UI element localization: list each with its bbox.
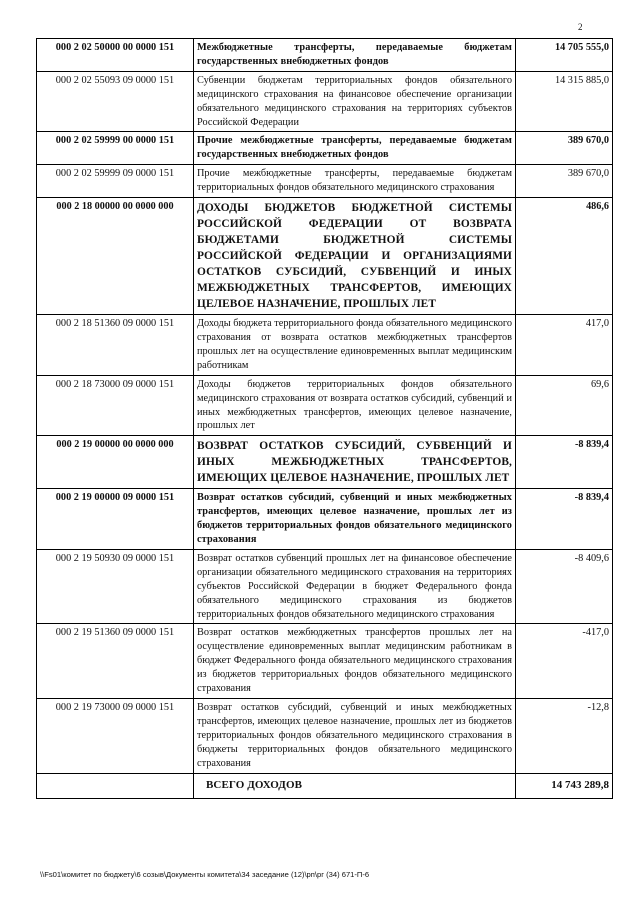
revenue-name: ВОЗВРАТ ОСТАТКОВ СУБСИДИЙ, СУБВЕНЦИЙ И ИНЫХ МЕЖБЮДЖЕТНЫХ ТРАНСФЕРТОВ, ИМЕЮЩИХ ЦЕЛЕВОЕ НАЗНАЧЕНИЕ, ПРОШЛЫХ ЛЕТ (194, 436, 516, 489)
total-label: ВСЕГО ДОХОДОВ (194, 773, 516, 798)
revenue-amount: -417,0 (516, 624, 613, 699)
table-row (37, 549, 613, 624)
revenue-amount: -8 839,4 (516, 489, 613, 550)
revenue-amount: -8 839,4 (516, 436, 613, 489)
total-row (37, 773, 613, 798)
revenue-amount: 417,0 (516, 315, 613, 376)
table-row (37, 436, 613, 489)
budget-code: 000 2 19 50930 09 0000 151 (37, 549, 194, 624)
revenue-name: ДОХОДЫ БЮДЖЕТОВ БЮДЖЕТНОЙ СИСТЕМЫ РОССИЙСКОЙ ФЕДЕРАЦИИ ОТ ВОЗВРАТА БЮДЖЕТАМИ БЮДЖЕТНОЙ СИСТЕМЫ РОССИЙСКОЙ ФЕДЕРАЦИИ И ОРГАНИЗАЦИЯМИ ОСТАТКОВ СУБСИДИЙ, СУБВЕНЦИЙ И ИНЫХ МЕЖБЮДЖЕТНЫХ ТРАНСФЕРТОВ, ИМЕЮЩИХ ЦЕЛЕВОЕ НАЗНАЧЕНИЕ, ПРОШЛЫХ ЛЕТ (194, 198, 516, 315)
budget-code: 000 2 19 73000 09 0000 151 (37, 699, 194, 774)
revenue-amount: -12,8 (516, 699, 613, 774)
revenue-name: Доходы бюджета территориального фонда обязательного медицинского страхования от возврата остатков межбюджетных трансфертов прошлых лет на осуществление единовременных выплат медицинским работникам (194, 315, 516, 376)
revenue-name: Возврат остатков субсидий, субвенций и иных межбюджетных трансфертов, имеющих целевое назначение, прошлых лет из бюджетов территориальных фондов обязательного медицинского страхования (194, 489, 516, 550)
table-row (37, 198, 613, 315)
budget-code: 000 2 19 00000 09 0000 151 (37, 489, 194, 550)
revenue-amount: 389 670,0 (516, 165, 613, 198)
revenue-name: Доходы бюджетов территориальных фондов обязательного медицинского страхования от возврата остатков субсидий, субвенций и иных межбюджетных трансфертов, имеющих целевое назначение, прошлых лет (194, 375, 516, 436)
budget-code: 000 2 18 00000 00 0000 000 (37, 198, 194, 315)
revenue-name: Субвенции бюджетам территориальных фондов обязательного медицинского страхования на финансовое обеспечение организации обязательного медицинского страхования на территориях субъектов Российской Федерации (194, 71, 516, 132)
revenue-name: Прочие межбюджетные трансферты, передаваемые бюджетам государственных внебюджетных фондов (194, 132, 516, 165)
total-code-cell (37, 773, 194, 798)
budget-code: 000 2 18 51360 09 0000 151 (37, 315, 194, 376)
budget-code: 000 2 19 00000 00 0000 000 (37, 436, 194, 489)
table-row (37, 375, 613, 436)
revenue-name: Прочие межбюджетные трансферты, передаваемые бюджетам территориальных фондов обязательного медицинского страхования (194, 165, 516, 198)
revenue-amount: 486,6 (516, 198, 613, 315)
revenue-amount: 69,6 (516, 375, 613, 436)
table-row (37, 624, 613, 699)
revenue-name: Возврат остатков субвенций прошлых лет на финансовое обеспечение организации обязательного медицинского страхования на территориях субъектов Российской Федерации в бюджет Федерального фонда обязательного медицинского страхования из бюджетов территориальных фондов обязательного медицинского страхования (194, 549, 516, 624)
table-row (37, 489, 613, 550)
table-row (37, 39, 613, 72)
budget-code: 000 2 02 55093 09 0000 151 (37, 71, 194, 132)
revenue-amount: 14 705 555,0 (516, 39, 613, 72)
page-number: 2 (578, 22, 583, 32)
budget-code: 000 2 02 59999 09 0000 151 (37, 165, 194, 198)
budget-code: 000 2 19 51360 09 0000 151 (37, 624, 194, 699)
table-row (37, 132, 613, 165)
table-row (37, 699, 613, 774)
revenue-amount: 14 315 885,0 (516, 71, 613, 132)
revenue-table (36, 38, 613, 799)
revenue-name: Межбюджетные трансферты, передаваемые бюджетам государственных внебюджетных фондов (194, 39, 516, 72)
budget-code: 000 2 02 59999 00 0000 151 (37, 132, 194, 165)
total-amount: 14 743 289,8 (516, 773, 613, 798)
table-row (37, 165, 613, 198)
budget-code: 000 2 02 50000 00 0000 151 (37, 39, 194, 72)
revenue-amount: 389 670,0 (516, 132, 613, 165)
file-path-footer: \\Fs01\комитет по бюджету\6 созыв\Документы комитета\34 заседание (12)\рп\рг (34) 671-П-6 (40, 870, 370, 879)
revenue-name: Возврат остатков субсидий, субвенций и иных межбюджетных трансфертов, имеющих целевое назначение, прошлых лет из бюджетов территориальных фондов обязательного медицинского страхования в бюджеты территориальных фондов обязательного медицинского страхования (194, 699, 516, 774)
table-row (37, 315, 613, 376)
revenue-amount: -8 409,6 (516, 549, 613, 624)
revenue-name: Возврат остатков межбюджетных трансфертов прошлых лет на осуществление единовременных выплат медицинским работникам в бюджет Федерального фонда обязательного медицинского страхования из бюджетов территориальных фондов обязательного медицинского страхования (194, 624, 516, 699)
budget-code: 000 2 18 73000 09 0000 151 (37, 375, 194, 436)
table-row (37, 71, 613, 132)
